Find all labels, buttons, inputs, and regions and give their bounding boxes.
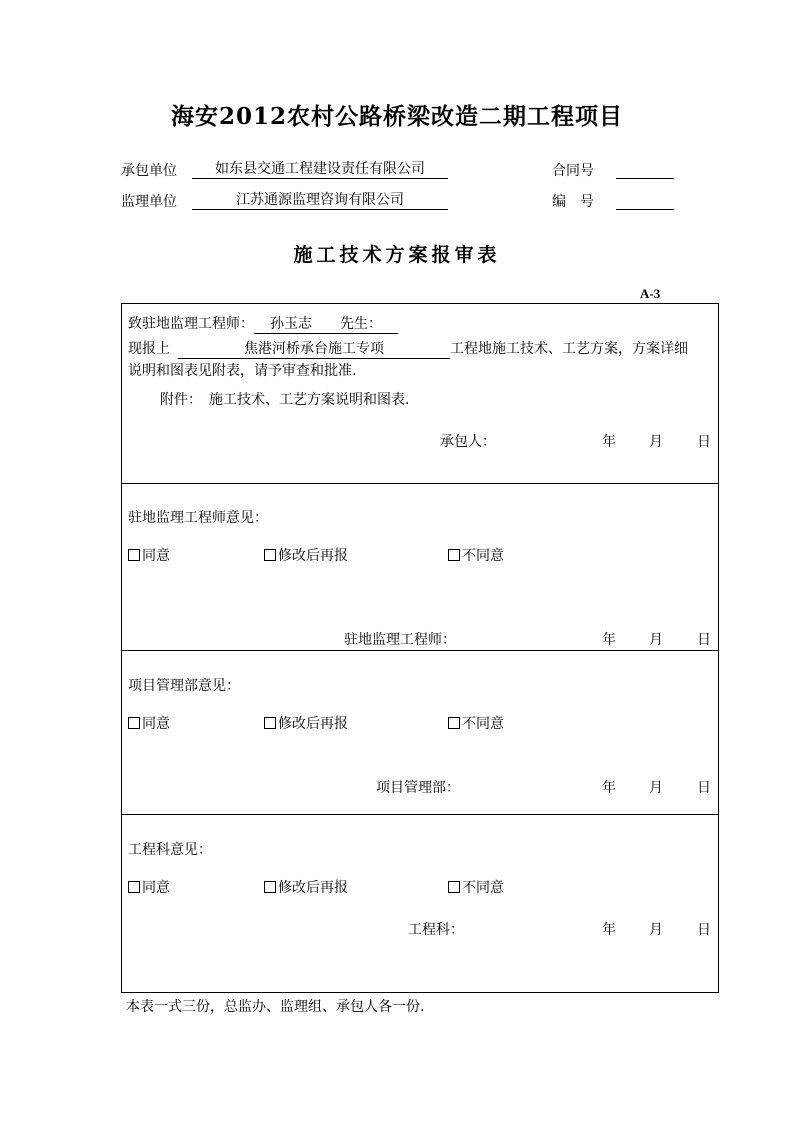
- project-management-heading: 项目管理部意见：: [128, 678, 240, 694]
- page-title: 海安2012农村公路桥梁改造二期工程项目: [170, 103, 623, 130]
- date-year: 年: [602, 632, 616, 648]
- checkbox-icon[interactable]: [264, 717, 276, 729]
- option-revise[interactable]: 修改后再报: [264, 713, 348, 733]
- serial-no-label: 编 号: [552, 194, 594, 210]
- option-revise[interactable]: 修改后再报: [264, 877, 348, 897]
- review-form: [121, 303, 719, 993]
- option-disagree[interactable]: 不同意: [448, 877, 504, 897]
- date-month: 月: [649, 434, 663, 450]
- engineering-dept-section: [122, 814, 718, 992]
- date-month: 月: [649, 922, 663, 938]
- report-suffix: 工程地施工技术、工艺方案，方案详细: [450, 341, 688, 357]
- date-day: 日: [697, 632, 711, 648]
- contractor-signature-label: 承包人：: [440, 434, 496, 450]
- supervisor-value: 江苏通源监理咨询有限公司: [192, 191, 448, 210]
- engineering-dept-heading: 工程科意见：: [128, 842, 212, 858]
- report-prefix: 现报上: [128, 341, 170, 357]
- date-day: 日: [697, 780, 711, 796]
- date-year: 年: [602, 922, 616, 938]
- project-management-signature-label: 项目管理部：: [376, 780, 460, 796]
- option-agree[interactable]: 同意: [128, 713, 170, 733]
- option-revise[interactable]: 修改后再报: [264, 545, 348, 565]
- checkbox-icon[interactable]: [128, 717, 140, 729]
- checkbox-icon[interactable]: [128, 549, 140, 561]
- salutation-suffix: 先生：: [340, 316, 382, 332]
- contract-no-label: 合同号: [552, 163, 594, 179]
- supervisor-label: 监理单位: [121, 194, 177, 210]
- serial-no-field: [616, 191, 674, 210]
- option-agree[interactable]: 同意: [128, 877, 170, 897]
- date-month: 月: [649, 632, 663, 648]
- form-number: A-3: [640, 286, 661, 301]
- option-disagree[interactable]: 不同意: [448, 545, 504, 565]
- date-month: 月: [649, 780, 663, 796]
- engineer-name-field: [254, 315, 398, 334]
- attachment-note: 附件： 施工技术、工艺方案说明和图表.: [160, 392, 410, 408]
- date-year: 年: [602, 434, 616, 450]
- checkbox-icon[interactable]: [448, 717, 460, 729]
- date-day: 日: [697, 434, 711, 450]
- checkbox-icon[interactable]: [448, 549, 460, 561]
- salutation-prefix: 致驻地监理工程师：: [128, 316, 254, 332]
- contract-no-field: [616, 160, 674, 179]
- resident-engineer-heading: 驻地监理工程师意见：: [128, 510, 268, 526]
- date-year: 年: [602, 780, 616, 796]
- engineer-name: 孙玉志: [270, 316, 312, 332]
- date-day: 日: [697, 922, 711, 938]
- resident-engineer-section: [122, 483, 718, 651]
- checkbox-icon[interactable]: [264, 549, 276, 561]
- resident-engineer-signature-label: 驻地监理工程师：: [344, 632, 456, 648]
- checkbox-icon[interactable]: [128, 881, 140, 893]
- checkbox-icon[interactable]: [448, 881, 460, 893]
- form-subtitle: 施工技术方案报审表: [293, 244, 501, 266]
- project-management-section: [122, 650, 718, 815]
- option-disagree[interactable]: 不同意: [448, 713, 504, 733]
- option-agree[interactable]: 同意: [128, 545, 170, 565]
- contractor-value: 如东县交通工程建设责任有限公司: [192, 160, 448, 179]
- report-line-2: 说明和图表见附表，请予审查和批准.: [128, 363, 357, 379]
- contractor-label: 承包单位: [121, 163, 177, 179]
- engineering-dept-signature-label: 工程科：: [408, 922, 464, 938]
- project-name: 焦港河桥承台施工专项: [178, 340, 450, 359]
- submission-section: [122, 304, 718, 484]
- footer-note: 本表一式三份，总监办、监理组、承包人各一份.: [126, 999, 425, 1015]
- checkbox-icon[interactable]: [264, 881, 276, 893]
